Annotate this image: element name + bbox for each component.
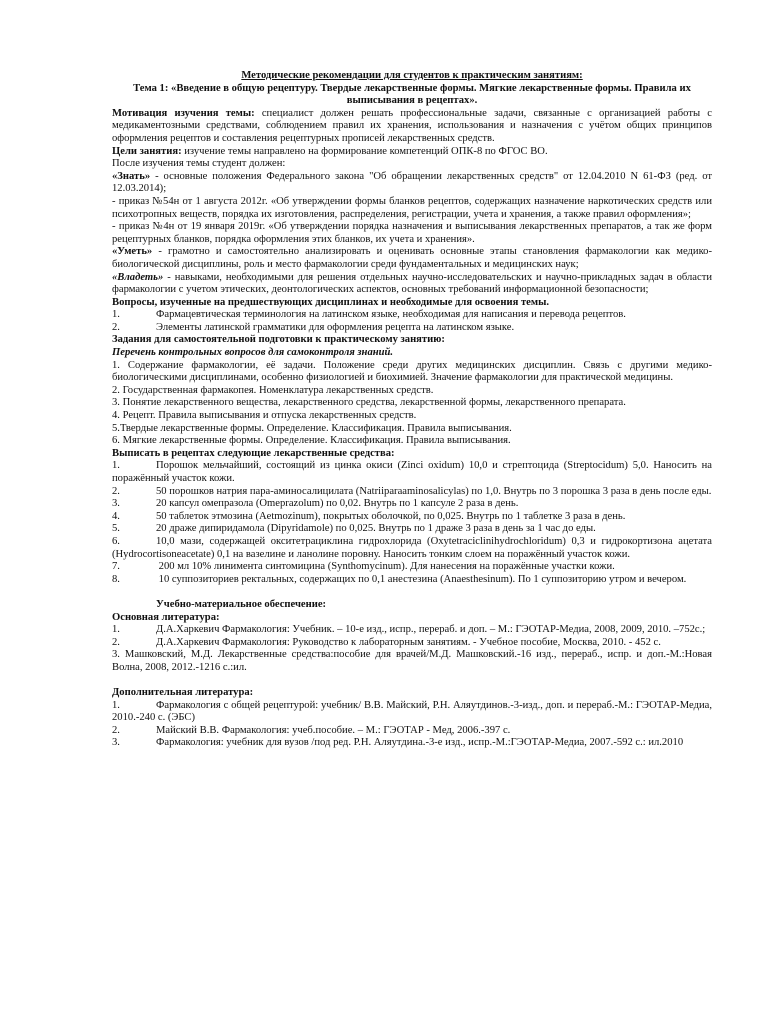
own-label: «Владеть»: [112, 271, 164, 283]
list-item: 3. Машковский, М.Д. Лекарственные средства:пособие для врачей/М.Д. Машковский.-16 изд., перераб., испр. и доп.-М.:Новая Волна, 2008, 2012.-1216 с.:ил.: [112, 649, 712, 673]
self-prep-title: Задания для самостоятельной подготовки к практическому занятию:: [112, 334, 445, 346]
can-label: «Уметь»: [112, 246, 153, 258]
item-number: 1.: [112, 699, 120, 711]
goals-text: изучение темы направлено на формирование компетенций ОПК-8 по ФГОС ВО.: [181, 145, 548, 157]
prev-questions-title: Вопросы, изученные на предшествующих дисциплинах и необходимые для освоения темы.: [112, 296, 550, 308]
list-item: [112, 624, 712, 637]
list-item: [112, 637, 712, 650]
item-text: Фармакология с общей рецептурой: учебник/ В.В. Майский, Р.Н. Аляутдинов.-3-изд., доп. и перераб.-М.: ГЭОТАР-Медиа, 2010.-240 с. (ЭБС): [112, 699, 712, 724]
item-text: Элементы латинской грамматики для оформления рецепта на латинском языке.: [156, 321, 515, 333]
item-number: 1.: [112, 624, 120, 636]
motivation-paragraph: [112, 108, 712, 146]
document-page: [112, 70, 712, 750]
control-questions-list: [112, 360, 712, 448]
list-item: 3. Понятие лекарственного вещества, лекарственного средства, лекарственной формы, лекарственного препарата.: [112, 397, 626, 409]
prev-questions-list: [112, 309, 712, 334]
motivation-label: Мотивация изучения темы:: [112, 107, 255, 119]
item-number: 2.: [112, 636, 120, 648]
goals-paragraph: [112, 146, 712, 159]
list-item: 6. Мягкие лекарственные формы. Определение. Классификация. Правила выписывания.: [112, 435, 511, 447]
item-text: 200 мл 10% линимента синтомицина (Synthomycinum). Для нанесения на поражённые участки кожи.: [156, 561, 615, 573]
item-number: 7.: [112, 561, 120, 573]
item-text: 10,0 мази, содержащей окситетрациклина гидрохлорида (Oxytetraciclinihydrochloridum) 0,3 и гидрокортизона ацетата (Hydrocortisoneacetate) 0,1 на вазелине и ланолине поровну. Наносить тонким слоем на поражённый участок кожи.: [112, 535, 712, 560]
prescribe-title: Выписать в рецептах следующие лекарственные средства:: [112, 447, 395, 459]
list-item: [112, 498, 712, 511]
list-item: [112, 725, 712, 738]
item-number: 1.: [112, 309, 120, 321]
item-number: 4.: [112, 510, 120, 522]
item-text: 20 драже дипиридамола (Dipyridamole) по 0,025. Внутрь по 1 драже 3 раза в день за 1 час до еды.: [156, 523, 596, 535]
can-paragraph: [112, 246, 712, 271]
item-number: 2.: [112, 321, 120, 333]
item-text: Порошок мельчайший, состоящий из цинка окиси (Zinci oxidum) 10,0 и стрептоцида (Streptocidum) 5,0. Наносить на поражённый участок кожи.: [112, 460, 712, 484]
list-item: [112, 536, 712, 561]
list-item: [112, 460, 712, 485]
item-text: Д.А.Харкевич Фармакология: Учебник. – 10-е изд., испр., перераб. и доп. – М.: ГЭОТАР-Медиа, 2008, 2009, 2010. –752с.;: [156, 624, 706, 636]
list-item: 5.Твердые лекарственные формы. Определение. Классификация. Правила выписывания.: [112, 422, 512, 434]
spacer: [112, 675, 712, 688]
list-item: [112, 561, 712, 574]
item-text: Фармацевтическая терминология на латинском языке, необходимая для написания и перевода рецептов.: [156, 309, 626, 321]
add-lit-title: Дополнительная литература:: [112, 687, 254, 699]
main-literature-list: [112, 624, 712, 674]
know-text: - основные положения Федерального закона "Об обращении лекарственных средств" от 12.04.2010 N 61-ФЗ (ред. от 12.03.2014);: [112, 170, 712, 195]
spacer: [112, 586, 712, 599]
topic-heading: Тема 1: «Введение в общую рецептуру. Твердые лекарственные формы. Мягкие лекарственные формы. Правила их выписывания в рецептах».: [133, 82, 691, 107]
know-paragraph: [112, 171, 712, 196]
list-item: [112, 700, 712, 725]
main-lit-title: Основная литература:: [112, 611, 220, 623]
additional-literature-list: [112, 700, 712, 750]
own-text: - навыками, необходимыми для решения отдельных научно-исследовательских и научно-прикладных задач в области фармакологии с учетом этических, деонтологических аспектов, основных требований информационной безопасности;: [112, 271, 712, 296]
list-item: [112, 737, 712, 750]
know-label: «Знать»: [112, 170, 151, 182]
list-item: [112, 486, 712, 499]
list-item: [112, 523, 712, 536]
list-item: [112, 322, 712, 335]
support-title: Учебно-материальное обеспечение:: [156, 598, 327, 610]
list-item: 2. Государственная фармакопея. Номенклатура лекарственных средств.: [112, 384, 434, 396]
document-title: Методические рекомендации для студентов к практическим занятиям:: [241, 70, 583, 81]
item-text: 50 таблеток этмозина (Aetmozinum), покрытых оболочкой, по 0,025. Внутрь по 1 таблетке 3 раза в день.: [156, 510, 626, 522]
item-number: 5.: [112, 523, 120, 535]
list-item: 4. Рецепт. Правила выписывания и отпуска лекарственных средств.: [112, 410, 417, 422]
list-item: [112, 309, 712, 322]
item-number: 3.: [112, 498, 120, 510]
item-number: 1.: [112, 460, 120, 472]
list-item: 1. Содержание фармакологии, её задачи. Положение среди других медицинских дисциплин. Связь с другими медико-биологическими дисциплинами, особенно физиологией и биохимией. Значение фармакологии для практической медицины.: [112, 359, 712, 384]
item-text: Майский В.В. Фармакология: учеб.пособие. – М.: ГЭОТАР - Мед, 2006.-397 с.: [156, 724, 511, 736]
item-number: 2.: [112, 485, 120, 497]
list-item: [112, 574, 712, 587]
order-4-paragraph: - приказ №4н от 19 января 2019г. «Об утверждении порядка назначения и выписывания лекарственных препаратов, а так же форм рецептурных бланков, порядка оформления этих бланков, их учета и хранения».: [112, 221, 712, 245]
after-study-line: После изучения темы студент должен:: [112, 158, 286, 170]
item-number: 2.: [112, 724, 120, 736]
own-paragraph: [112, 272, 712, 297]
item-text: 50 порошков натрия пара-аминосалицилата (Natriiparaaminosalicylas) по 1,0. Внутрь по 3 порошка 3 раза в день после еды.: [156, 485, 712, 497]
list-item: [112, 511, 712, 524]
item-number: 3.: [112, 737, 120, 749]
motivation-text: специалист должен решать профессиональные задачи, связанные с организацией работы с медикаментозными средствами, соблюдением правил их хранения, использования и назначения с учётом общих принципов оформления рецептов и составления рецептурных прописей лекарственных средств.: [112, 107, 712, 144]
item-text: Д.А.Харкевич Фармакология: Руководство к лабораторным занятиям. - Учебное пособие, Москва, 2010. - 452 с.: [156, 636, 661, 648]
item-number: 6.: [112, 535, 120, 547]
item-text: 20 капсул омепразола (Omeprazolum) по 0,02. Внутрь по 1 капсуле 2 раза в день.: [156, 498, 519, 510]
order-54-paragraph: - приказ №54н от 1 августа 2012г. «Об утверждении формы бланков рецептов, содержащих назначение наркотических средств или психотропных веществ, порядка их изготовления, распределения, регистрации, учета и хранения, а также правил оформления»;: [112, 195, 712, 220]
prescriptions-list: [112, 460, 712, 586]
item-number: 8.: [112, 573, 120, 585]
control-list-title: Перечень контрольных вопросов для самоконтроля знаний.: [112, 347, 394, 359]
item-text: 10 суппозиториев ректальных, содержащих по 0,1 анестезина (Anaesthesinum). По 1 суппозиторию утром и вечером.: [156, 573, 687, 585]
goals-label: Цели занятия:: [112, 145, 182, 157]
can-text: - грамотно и самостоятельно анализировать и оценивать основные этапы становления фармакологии как медико-биологической дисциплины, роль и место фармакологии среди фундаментальных и медицинских наук;: [112, 246, 712, 270]
item-text: Фармакология: учебник для вузов /под ред. Р.Н. Аляутдина.-3-е изд., испр.-М.:ГЭОТАР-Медиа, 2007.-592 с.: ил.2010: [156, 737, 684, 749]
